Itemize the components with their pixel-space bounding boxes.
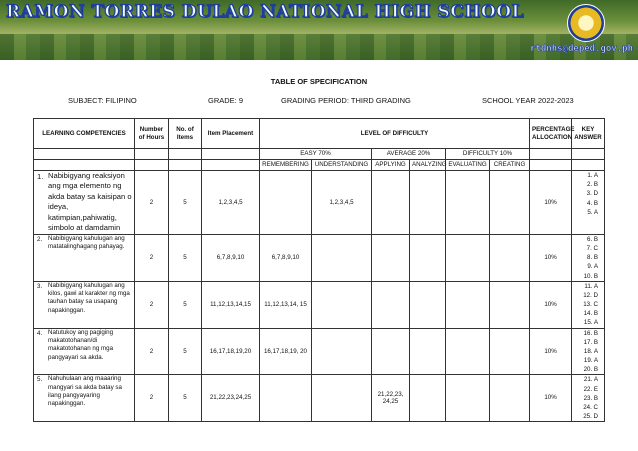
competency-cell <box>34 234 135 281</box>
key-answer: 11. A <box>584 282 599 290</box>
applying-cell: 21,22,23, 24,25 <box>372 375 410 422</box>
difficulty-difficult: DIFFICULTY 10% <box>446 149 530 160</box>
items-cell: 5 <box>169 171 202 235</box>
difficulty-average: AVERAGE 20% <box>372 149 446 160</box>
remembering-cell <box>260 375 312 422</box>
key-answer: 23. B <box>583 394 599 402</box>
table-row <box>34 171 605 235</box>
level-creating: CREATING <box>490 160 530 171</box>
level-evaluating: EVALUATING <box>446 160 490 171</box>
remembering-cell <box>260 171 312 235</box>
table-row <box>34 375 605 422</box>
items-cell: 5 <box>169 234 202 281</box>
hours-cell: 2 <box>135 234 169 281</box>
allocation-cell: 10% <box>530 281 572 328</box>
allocation-cell: 10% <box>530 234 572 281</box>
header-placement: Item Placement <box>202 119 260 149</box>
level-understanding: UNDERSTANDING <box>312 160 372 171</box>
key-answer: 6. B <box>587 235 599 243</box>
key-answer-cell <box>572 375 605 422</box>
key-answer-cell <box>572 234 605 281</box>
key-answer: 13. C <box>583 301 599 309</box>
key-answer: 17. B <box>583 338 599 346</box>
remembering-cell: 6,7,8,9,10 <box>260 234 312 281</box>
competency-number: 1. <box>37 172 44 181</box>
competency-text: Nabibigyang kahulugan ang kilos, gawi at karakter ng mga tauhan batay sa usapang napakinggan. <box>48 281 130 314</box>
level-remembering: REMEMBERING <box>260 160 312 171</box>
key-answer: 4. B <box>587 199 599 207</box>
table-row <box>34 281 605 328</box>
key-answer: 5. A <box>587 208 599 216</box>
key-answer: 3. D <box>586 190 599 198</box>
key-answer-cell <box>572 281 605 328</box>
level-analyzing: ANALYZING <box>410 160 446 171</box>
table-row <box>34 234 605 281</box>
level-applying: APPLYING <box>372 160 410 171</box>
allocation-cell: 10% <box>530 171 572 235</box>
allocation-cell: 10% <box>530 328 572 375</box>
key-answer: 24. C <box>583 403 599 411</box>
applying-cell <box>372 234 410 281</box>
header-hours: Number of Hours <box>135 119 169 149</box>
competency-number: 2. <box>37 235 43 243</box>
key-answer: 10. B <box>583 272 599 280</box>
difficulty-easy: EASY 70% <box>260 149 372 160</box>
header-level: LEVEL OF DIFFICULTY <box>260 119 530 149</box>
key-answer-cell <box>572 171 605 235</box>
understanding-cell <box>312 375 372 422</box>
table-header-row <box>34 119 605 149</box>
competency-cell <box>34 375 135 422</box>
competency-cell <box>34 328 135 375</box>
key-answer: 18. A <box>583 347 599 355</box>
table-row <box>34 328 605 375</box>
header-allocation: PERCENTAGE ALLOCATION <box>530 119 572 149</box>
understanding-cell <box>312 281 372 328</box>
levels-row <box>34 160 605 171</box>
competency-cell <box>34 281 135 328</box>
key-answer: 8. B <box>587 254 599 262</box>
competency-number: 4. <box>37 329 43 337</box>
competency-number: 5. <box>37 376 43 384</box>
hours-cell: 2 <box>135 171 169 235</box>
competency-text: Natutukoy ang pagiging makatotohanan/di makatotohanan ng mga pangyayari sa akda. <box>48 328 114 361</box>
competency-text: Nabibigyang kahulugan ang matatalinghagang pahayag. <box>48 234 125 251</box>
hours-cell: 2 <box>135 281 169 328</box>
hours-cell: 2 <box>135 375 169 422</box>
placement-cell: 16,17,18,19,20 <box>202 328 260 375</box>
key-answer: 16. B <box>583 329 599 337</box>
understanding-cell: 1,2,3,4,5 <box>312 171 372 235</box>
allocation-cell: 10% <box>530 375 572 422</box>
placement-cell: 6,7,8,9,10 <box>202 234 260 281</box>
key-answer-cell <box>572 328 605 375</box>
key-answer: 25. D <box>583 413 599 421</box>
key-answer: 15. A <box>583 319 599 327</box>
items-cell: 5 <box>169 328 202 375</box>
placement-cell: 21,22,23,24,25 <box>202 375 260 422</box>
grading-period-label: GRADING PERIOD: THIRD GRADING <box>281 96 411 105</box>
competency-text: Nahuhulaan ang maaaring mangyari sa akda batay sa ilang pangyayaring napakinggan. <box>48 375 122 408</box>
school-header-banner <box>0 0 638 60</box>
items-cell: 5 <box>169 375 202 422</box>
key-answer: 12. D <box>583 291 599 299</box>
competency-text: Nabibigyang reaksiyon ang mga elemento ng akda batay sa kaisipan o ideya, katimpian,pahiwatig, simbolo at damdamin <box>48 171 132 233</box>
key-answer: 7. C <box>586 244 599 252</box>
remembering-cell: 16,17,18,19, 20 <box>260 328 312 375</box>
key-answer: 21. A <box>583 376 599 384</box>
key-answer: 19. A <box>583 357 599 365</box>
remembering-cell: 11,12,13,14, 15 <box>260 281 312 328</box>
key-answer: 2. B <box>587 181 599 189</box>
understanding-cell <box>312 328 372 375</box>
key-answer: 14. B <box>583 310 599 318</box>
header-key: KEY ANSWER <box>572 119 605 149</box>
key-answer: 9. A <box>587 263 599 271</box>
hours-cell: 2 <box>135 328 169 375</box>
school-year-label: SCHOOL YEAR 2022-2023 <box>482 96 574 105</box>
placement-cell: 11,12,13,14,15 <box>202 281 260 328</box>
applying-cell <box>372 281 410 328</box>
header-items: No. of Items <box>169 119 202 149</box>
grade-label: GRADE: 9 <box>208 96 244 105</box>
understanding-cell <box>312 234 372 281</box>
specification-table <box>33 118 605 422</box>
applying-cell <box>372 171 410 235</box>
key-answer: 20. B <box>583 366 599 374</box>
school-email: rtdnhs@deped.gov.ph <box>530 44 633 54</box>
placement-cell: 1,2,3,4,5 <box>202 171 260 235</box>
applying-cell <box>372 328 410 375</box>
key-answer: 22. E <box>583 385 599 393</box>
header-competencies: LEARNING COMPETENCIES <box>34 119 135 149</box>
difficulty-row <box>34 149 605 160</box>
subject-label: SUBJECT: FILIPINO <box>68 96 137 105</box>
document-title: TABLE OF SPECIFICATION <box>270 77 368 86</box>
competency-number: 3. <box>37 282 43 290</box>
competency-cell <box>34 171 135 235</box>
items-cell: 5 <box>169 281 202 328</box>
school-name: RAMON TORRES DULAO NATIONAL HIGH SCHOOL <box>6 2 524 22</box>
key-answer: 1. A <box>587 172 599 179</box>
school-seal-icon <box>567 4 605 42</box>
